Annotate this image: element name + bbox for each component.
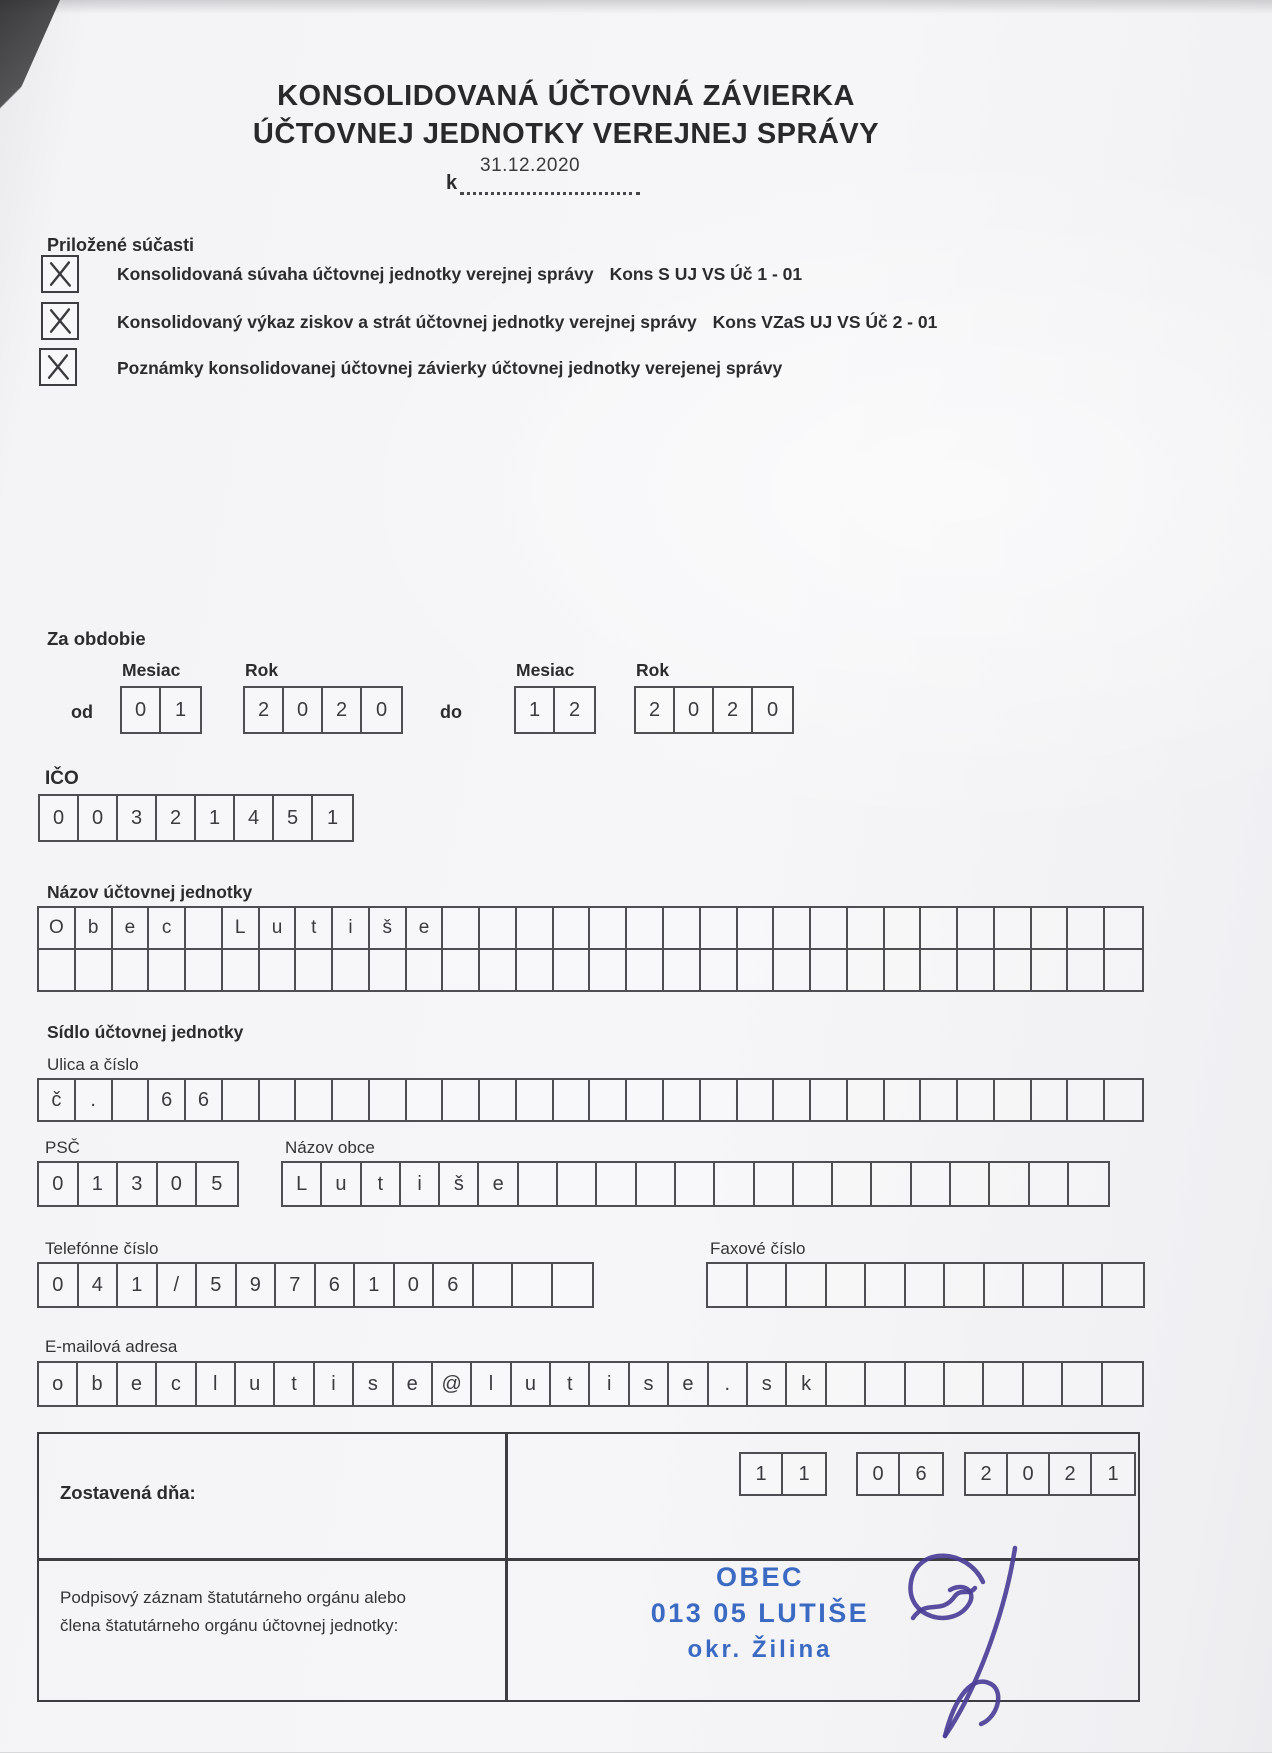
attachment-code: Kons S UJ VS Úč 1 - 01 [609, 264, 803, 284]
char-cell [223, 1080, 260, 1120]
char-cell [958, 1080, 995, 1120]
char-cell [872, 1163, 911, 1205]
char-cell [443, 950, 480, 990]
entity-name-label: Názov účtovnej jednotky [47, 882, 253, 902]
char-cell [755, 1163, 794, 1205]
char-cell: 0 [1008, 1454, 1050, 1494]
handwritten-signature [855, 1538, 1030, 1753]
char-cell: 6 [316, 1264, 356, 1306]
char-cell [738, 950, 775, 990]
char-cell: 6 [149, 1080, 186, 1120]
char-cell: s [354, 1363, 393, 1405]
char-cell [558, 1163, 597, 1205]
attachment-label-3 [117, 358, 782, 379]
char-cell: 2 [714, 688, 753, 732]
char-cell: 1 [174, 698, 187, 721]
table-vertical-divider [505, 1432, 508, 1702]
char-cell: š [440, 1163, 479, 1205]
char-cell [676, 1163, 715, 1205]
char-cell: u [260, 908, 297, 948]
char-cell: 5 [211, 1172, 223, 1195]
char-cell: e [113, 908, 150, 948]
char-cell: c [149, 908, 186, 948]
date-dotted-line [460, 170, 640, 195]
char-cell [885, 950, 922, 990]
char-cell: u [322, 1163, 361, 1205]
char-cell [553, 1264, 593, 1306]
char-cell: e [118, 1363, 157, 1405]
char-cell: š [370, 908, 407, 948]
char-cell: 3 [118, 796, 157, 840]
char-cell [627, 908, 664, 948]
from-month-label: Mesiac [122, 660, 181, 680]
char-cell: 0 [122, 688, 161, 732]
char-cell: 2 [568, 698, 581, 721]
char-cell [995, 908, 1032, 948]
char-cell: b [78, 1363, 117, 1405]
char-cell: 6 [434, 1264, 474, 1306]
compiled-day-boxes [739, 1452, 827, 1496]
char-cell [1105, 1080, 1142, 1120]
period-heading: Za obdobie [47, 628, 146, 649]
x-mark-icon [43, 257, 77, 291]
email-label: E-mailová adresa [45, 1337, 178, 1356]
attachment-label-1 [117, 264, 802, 285]
char-cell: 1 [355, 1264, 395, 1306]
char-cell [1032, 950, 1069, 990]
char-cell [1105, 950, 1142, 990]
char-cell: @ [433, 1363, 472, 1405]
char-cell [885, 908, 922, 948]
char-cell: 2 [636, 688, 675, 732]
char-cell [474, 1264, 514, 1306]
to-month-label: Mesiac [516, 660, 575, 680]
char-cell [76, 950, 113, 990]
attachment-text: Konsolidovaný výkaz ziskov a strát účtovnej jednotky verejnej správy [117, 312, 697, 332]
char-cell [554, 908, 591, 948]
char-cell [296, 950, 333, 990]
char-cell [921, 950, 958, 990]
char-cell: e [479, 1163, 518, 1205]
char-cell [1032, 1080, 1069, 1120]
attachment-text: Konsolidovaná súvaha účtovnej jednotky verejnej správy [117, 264, 594, 284]
char-cell [443, 908, 480, 948]
from-label: od [71, 702, 93, 722]
attachment-text: Poznámky konsolidovanej účtovnej závierky účtovnej jednotky verejenej správy [117, 358, 783, 378]
char-cell [738, 1080, 775, 1120]
entity-name-row-1 [39, 908, 1142, 950]
char-cell [906, 1363, 945, 1405]
char-cell: 4 [235, 796, 274, 840]
char-cell [748, 1264, 788, 1306]
char-cell: t [296, 908, 333, 948]
char-cell [1030, 1163, 1069, 1205]
char-cell [708, 1264, 748, 1306]
char-cell [945, 1363, 984, 1405]
psc-boxes [37, 1161, 239, 1207]
char-cell: 0 [395, 1264, 435, 1306]
char-cell: t [275, 1363, 314, 1405]
char-cell: L [223, 908, 260, 948]
char-cell [333, 950, 370, 990]
checkbox-attachment-1 [41, 255, 79, 293]
email-boxes [37, 1361, 1144, 1407]
char-cell [866, 1264, 906, 1306]
signature-statement-line2: člena štatutárneho orgánu účtovnej jednotky: [60, 1616, 399, 1635]
fax-label: Faxové číslo [710, 1239, 806, 1258]
char-cell: 0 [39, 1264, 79, 1306]
char-cell: 2 [966, 1454, 1008, 1494]
char-cell [517, 908, 554, 948]
town-label: Názov obce [285, 1138, 375, 1157]
char-cell [774, 908, 811, 948]
char-cell [827, 1363, 866, 1405]
scan-corner-artifact [0, 0, 60, 135]
char-cell [1068, 1080, 1105, 1120]
char-cell: 1 [79, 1163, 119, 1205]
char-cell [370, 1080, 407, 1120]
char-cell [480, 1080, 517, 1120]
ico-label: IČO [45, 768, 79, 789]
char-cell [866, 1363, 905, 1405]
char-cell [1024, 1363, 1063, 1405]
char-cell: 0 [79, 796, 118, 840]
char-cell [774, 1080, 811, 1120]
char-cell [811, 1080, 848, 1120]
char-cell: 0 [375, 698, 388, 721]
char-cell [370, 950, 407, 990]
char-cell [827, 1264, 867, 1306]
to-label: do [440, 702, 462, 722]
char-cell: i [333, 908, 370, 948]
to-year-boxes [634, 686, 794, 734]
char-cell: c [157, 1363, 196, 1405]
char-cell [186, 908, 223, 948]
char-cell [1032, 908, 1069, 948]
town-boxes [281, 1161, 1110, 1207]
char-cell [958, 908, 995, 948]
char-cell [995, 950, 1032, 990]
char-cell: 2 [157, 796, 196, 840]
from-month-boxes [120, 686, 202, 734]
char-cell [1064, 1264, 1104, 1306]
char-cell [517, 950, 554, 990]
char-cell: 2 [1050, 1454, 1092, 1494]
char-cell [774, 950, 811, 990]
char-cell: e [669, 1363, 708, 1405]
phone-boxes [37, 1262, 594, 1308]
char-cell [407, 950, 444, 990]
street-boxes [37, 1078, 1144, 1122]
char-cell [848, 950, 885, 990]
char-cell: 9 [237, 1264, 277, 1306]
char-cell [1105, 908, 1142, 948]
attachment-label-2 [117, 312, 937, 333]
char-cell: č [39, 1080, 76, 1120]
char-cell: 1 [1107, 1462, 1119, 1485]
char-cell [951, 1163, 990, 1205]
char-cell [627, 1080, 664, 1120]
street-label: Ulica a číslo [47, 1055, 139, 1074]
char-cell: b [76, 908, 113, 948]
char-cell [921, 1080, 958, 1120]
char-cell [597, 1163, 636, 1205]
char-cell: l [197, 1363, 236, 1405]
attachments-heading: Priložené súčasti [47, 235, 195, 255]
char-cell: 0 [284, 688, 323, 732]
char-cell: e [407, 908, 444, 948]
char-cell: i [401, 1163, 440, 1205]
form-title-line1: KONSOLIDOVANÁ ÚČTOVNÁ ZÁVIERKA [277, 80, 855, 112]
char-cell: 2 [245, 688, 284, 732]
compiled-year-boxes [964, 1452, 1136, 1496]
address-heading: Sídlo účtovnej jednotky [47, 1022, 244, 1042]
char-cell [480, 950, 517, 990]
char-cell [787, 1264, 827, 1306]
char-cell [627, 950, 664, 990]
char-cell [186, 950, 223, 990]
stamp-line2: 013 05 LUTIŠE [650, 1598, 870, 1628]
signature-statement-line1: Podpisový záznam štatutárneho orgánu alebo [60, 1588, 406, 1607]
char-cell: 1 [118, 1264, 158, 1306]
char-cell: 0 [40, 796, 79, 840]
char-cell [1068, 908, 1105, 948]
char-cell [590, 1080, 627, 1120]
char-cell [39, 950, 76, 990]
char-cell [333, 1080, 370, 1120]
entity-name-row-2 [39, 950, 1142, 990]
char-cell [260, 1080, 297, 1120]
char-cell: u [512, 1363, 551, 1405]
char-cell: 1 [326, 806, 339, 829]
char-cell: 5 [197, 1264, 237, 1306]
phone-label: Telefónne číslo [45, 1239, 159, 1258]
char-cell [296, 1080, 333, 1120]
char-cell: 6 [915, 1462, 927, 1485]
char-cell: 6 [186, 1080, 223, 1120]
char-cell: 0 [39, 1163, 79, 1205]
char-cell [223, 950, 260, 990]
char-cell [848, 1080, 885, 1120]
entity-name-boxes [37, 906, 1144, 992]
char-cell: 2 [323, 688, 362, 732]
char-cell: s [630, 1363, 669, 1405]
char-cell: O [39, 908, 76, 948]
char-cell: 7 [276, 1264, 316, 1306]
char-cell: e [394, 1363, 433, 1405]
char-cell [113, 1080, 150, 1120]
char-cell [1103, 1363, 1142, 1405]
char-cell: s [748, 1363, 787, 1405]
fax-boxes [706, 1262, 1145, 1308]
char-cell: t [551, 1363, 590, 1405]
x-mark-icon [41, 350, 75, 384]
char-cell: k [787, 1363, 826, 1405]
char-cell: 0 [158, 1163, 198, 1205]
char-cell [701, 908, 738, 948]
char-cell [906, 1264, 946, 1306]
to-year-label: Rok [636, 660, 670, 680]
char-cell [1069, 1163, 1108, 1205]
char-cell [260, 950, 297, 990]
char-cell [985, 1264, 1025, 1306]
stamp-line3: okr. Žilina [687, 1636, 833, 1663]
char-cell [945, 1264, 985, 1306]
char-cell: 0 [858, 1454, 900, 1494]
char-cell [637, 1163, 676, 1205]
char-cell [921, 908, 958, 948]
x-mark-icon [43, 304, 77, 338]
char-cell [590, 908, 627, 948]
char-cell [480, 908, 517, 948]
char-cell [794, 1163, 833, 1205]
char-cell [715, 1163, 754, 1205]
char-cell: 1 [516, 688, 555, 732]
char-cell: . [76, 1080, 113, 1120]
char-cell: t [362, 1163, 401, 1205]
char-cell [912, 1163, 951, 1205]
char-cell: 1 [196, 796, 235, 840]
char-cell: 1 [798, 1462, 810, 1485]
char-cell [848, 908, 885, 948]
char-cell: . [709, 1363, 748, 1405]
char-cell [995, 1080, 1032, 1120]
char-cell [885, 1080, 922, 1120]
char-cell [1068, 950, 1105, 990]
char-cell: i [315, 1363, 354, 1405]
char-cell: / [158, 1264, 198, 1306]
char-cell [990, 1163, 1029, 1205]
report-date-value: 31.12.2020 [480, 155, 581, 176]
char-cell [554, 950, 591, 990]
to-month-boxes [514, 686, 596, 734]
char-cell: o [39, 1363, 78, 1405]
stamp-line1: OBEC [715, 1562, 804, 1592]
char-cell [554, 1080, 591, 1120]
char-cell [443, 1080, 480, 1120]
psc-label: PSČ [45, 1138, 80, 1157]
char-cell: 1 [741, 1454, 783, 1494]
char-cell [664, 950, 701, 990]
report-date-prefix: k [446, 172, 458, 194]
char-cell [664, 908, 701, 948]
char-cell [590, 950, 627, 990]
char-cell: 5 [274, 796, 313, 840]
from-year-label: Rok [245, 660, 279, 680]
compiled-month-boxes [856, 1452, 944, 1496]
form-title-line2: ÚČTOVNEJ JEDNOTKY VEREJNEJ SPRÁVY [252, 118, 880, 150]
char-cell [984, 1363, 1023, 1405]
attachment-code: Kons VZaS UJ VS Úč 2 - 01 [712, 312, 938, 332]
char-cell [407, 1080, 444, 1120]
char-cell: i [590, 1363, 629, 1405]
checkbox-attachment-3 [39, 348, 77, 386]
char-cell: l [472, 1363, 511, 1405]
char-cell [811, 950, 848, 990]
char-cell [517, 1080, 554, 1120]
char-cell: 4 [79, 1264, 119, 1306]
char-cell [833, 1163, 872, 1205]
char-cell [149, 950, 186, 990]
char-cell [664, 1080, 701, 1120]
char-cell [513, 1264, 553, 1306]
checkbox-attachment-2 [41, 302, 79, 340]
char-cell: 3 [118, 1163, 158, 1205]
char-cell [1103, 1264, 1143, 1306]
compiled-date-label: Zostavená dňa: [60, 1482, 196, 1503]
char-cell [519, 1163, 558, 1205]
char-cell [701, 950, 738, 990]
char-cell [1024, 1264, 1064, 1306]
from-year-boxes [243, 686, 403, 734]
char-cell: 0 [766, 698, 779, 721]
char-cell [113, 950, 150, 990]
char-cell [958, 950, 995, 990]
char-cell [701, 1080, 738, 1120]
scan-edge-shadow [0, 0, 1272, 14]
char-cell [738, 908, 775, 948]
char-cell: L [283, 1163, 322, 1205]
char-cell [811, 908, 848, 948]
ico-boxes [38, 794, 354, 842]
char-cell: u [236, 1363, 275, 1405]
char-cell [1063, 1363, 1102, 1405]
char-cell: 0 [675, 688, 714, 732]
